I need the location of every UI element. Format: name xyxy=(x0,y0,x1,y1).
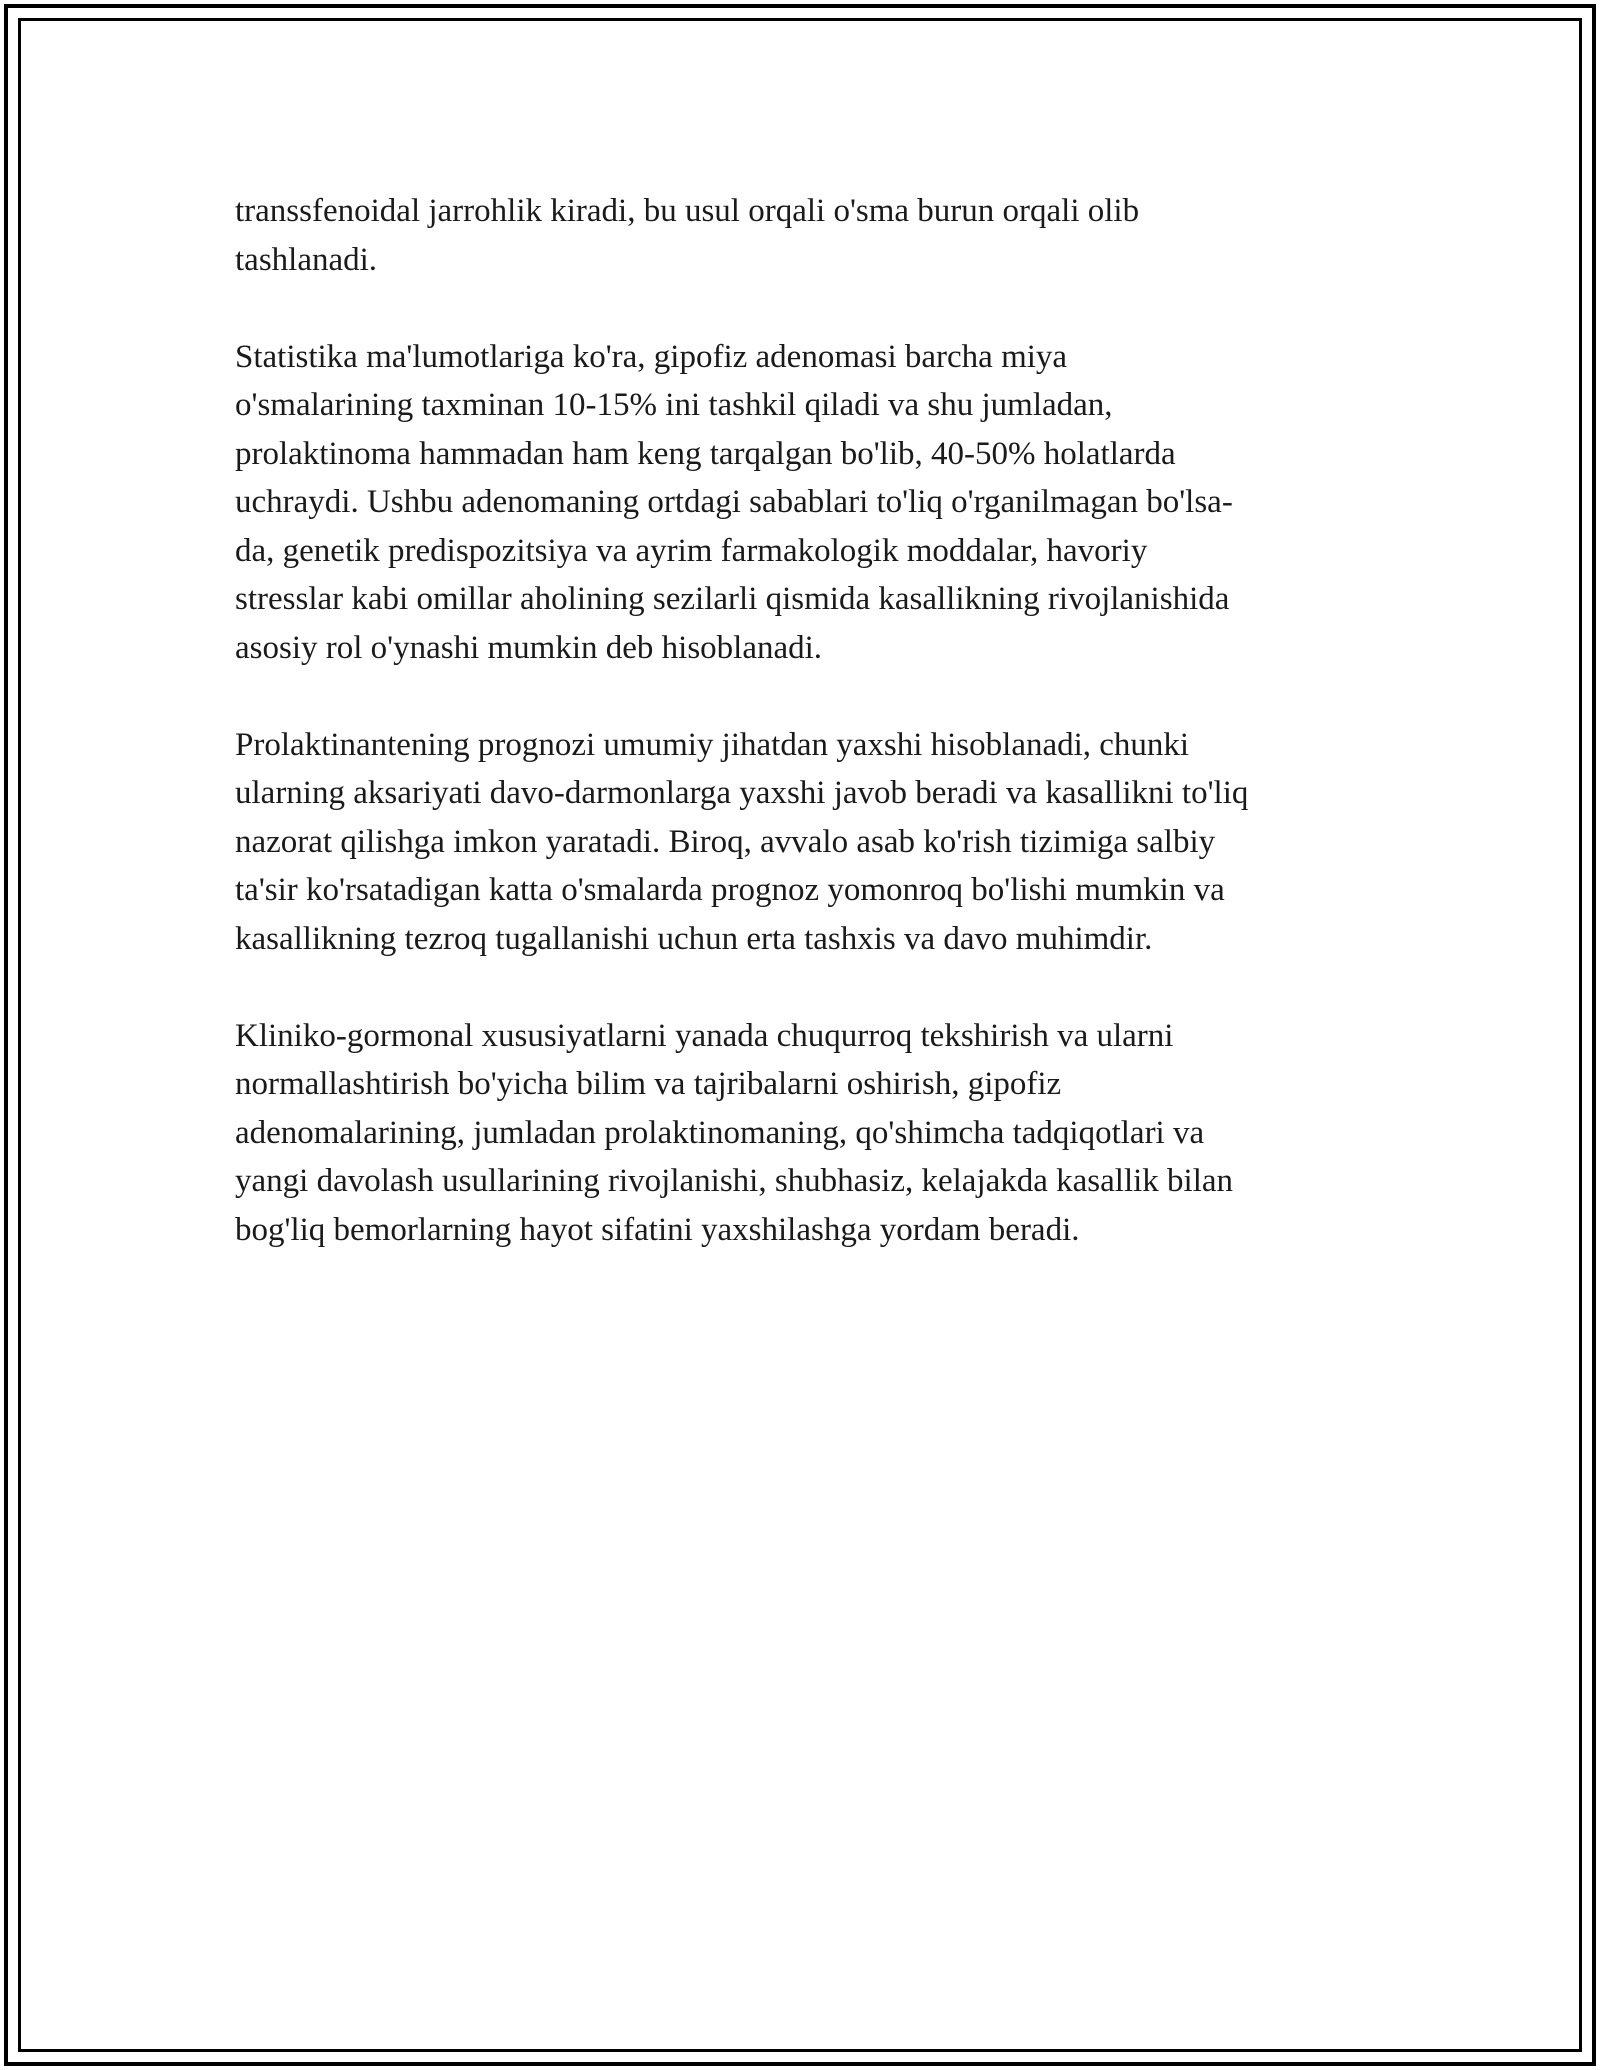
paragraph-prognosis xyxy=(235,721,1375,964)
text-line: nazorat qilishga imkon yaratadi. Biroq, avvalo asab ko'rish tizimiga salbiy xyxy=(235,823,1216,860)
paragraph-statistics xyxy=(235,333,1375,673)
document-body xyxy=(235,187,1375,1303)
text-line: tashlanadi. xyxy=(235,241,378,278)
text-line: prolaktinoma hammadan ham keng tarqalgan bo'lib, 40-50% holatlarda xyxy=(235,435,1176,472)
text-line: Prolaktinantening prognozi umumiy jihatdan yaxshi hisoblanadi, chunki xyxy=(235,726,1190,763)
text-line: uchraydi. Ushbu adenomaning ortdagi sabablari to'liq o'rganilmagan bo'lsa- xyxy=(235,484,1233,520)
text-line: bog'liq bemorlarning hayot sifatini yaxshilashga yordam beradi. xyxy=(235,1211,1080,1248)
text-line: adenomalarining, jumladan prolaktinomaning, qo'shimcha tadqiqotlari va xyxy=(235,1114,1205,1151)
text-line: o'smalarining taxminan 10-15% ini tashkil qiladi va shu jumladan, xyxy=(235,387,1113,423)
paragraph-surgery xyxy=(235,187,1375,284)
text-line: stresslar kabi omillar aholining sezilarli qismida kasallikning rivojlanishida xyxy=(235,581,1230,617)
paragraph-conclusion xyxy=(235,1012,1375,1255)
text-line: Statistika ma'lumotlariga ko'ra, gipofiz adenomasi barcha miya xyxy=(235,338,1068,375)
text-line: ta'sir ko'rsatadigan katta o'smalarda prognoz yomonroq bo'lishi mumkin va xyxy=(235,872,1225,908)
text-line: asosiy rol o'ynashi mumkin deb hisoblanadi. xyxy=(235,629,823,666)
text-line: yangi davolash usullarining rivojlanishi, shubhasiz, kelajakda kasallik bilan xyxy=(235,1163,1234,1199)
text-line: transsfenoidal jarrohlik kiradi, bu usul orqali o'sma burun orqali olib xyxy=(235,193,1140,229)
text-line: ularning aksariyati davo-darmonlarga yaxshi javob beradi va kasallikni to'liq xyxy=(235,775,1249,811)
text-line: Kliniko-gormonal xususiyatlarni yanada chuqurroq tekshirish va ularni xyxy=(235,1017,1174,1054)
text-line: normallashtirish bo'yicha bilim va tajribalarni oshirish, gipofiz xyxy=(235,1066,1062,1102)
text-line: kasallikning tezroq tugallanishi uchun erta tashxis va davo muhimdir. xyxy=(235,920,1153,957)
text-line: da, genetik predispozitsiya va ayrim farmakologik moddalar, havoriy xyxy=(235,532,1148,569)
